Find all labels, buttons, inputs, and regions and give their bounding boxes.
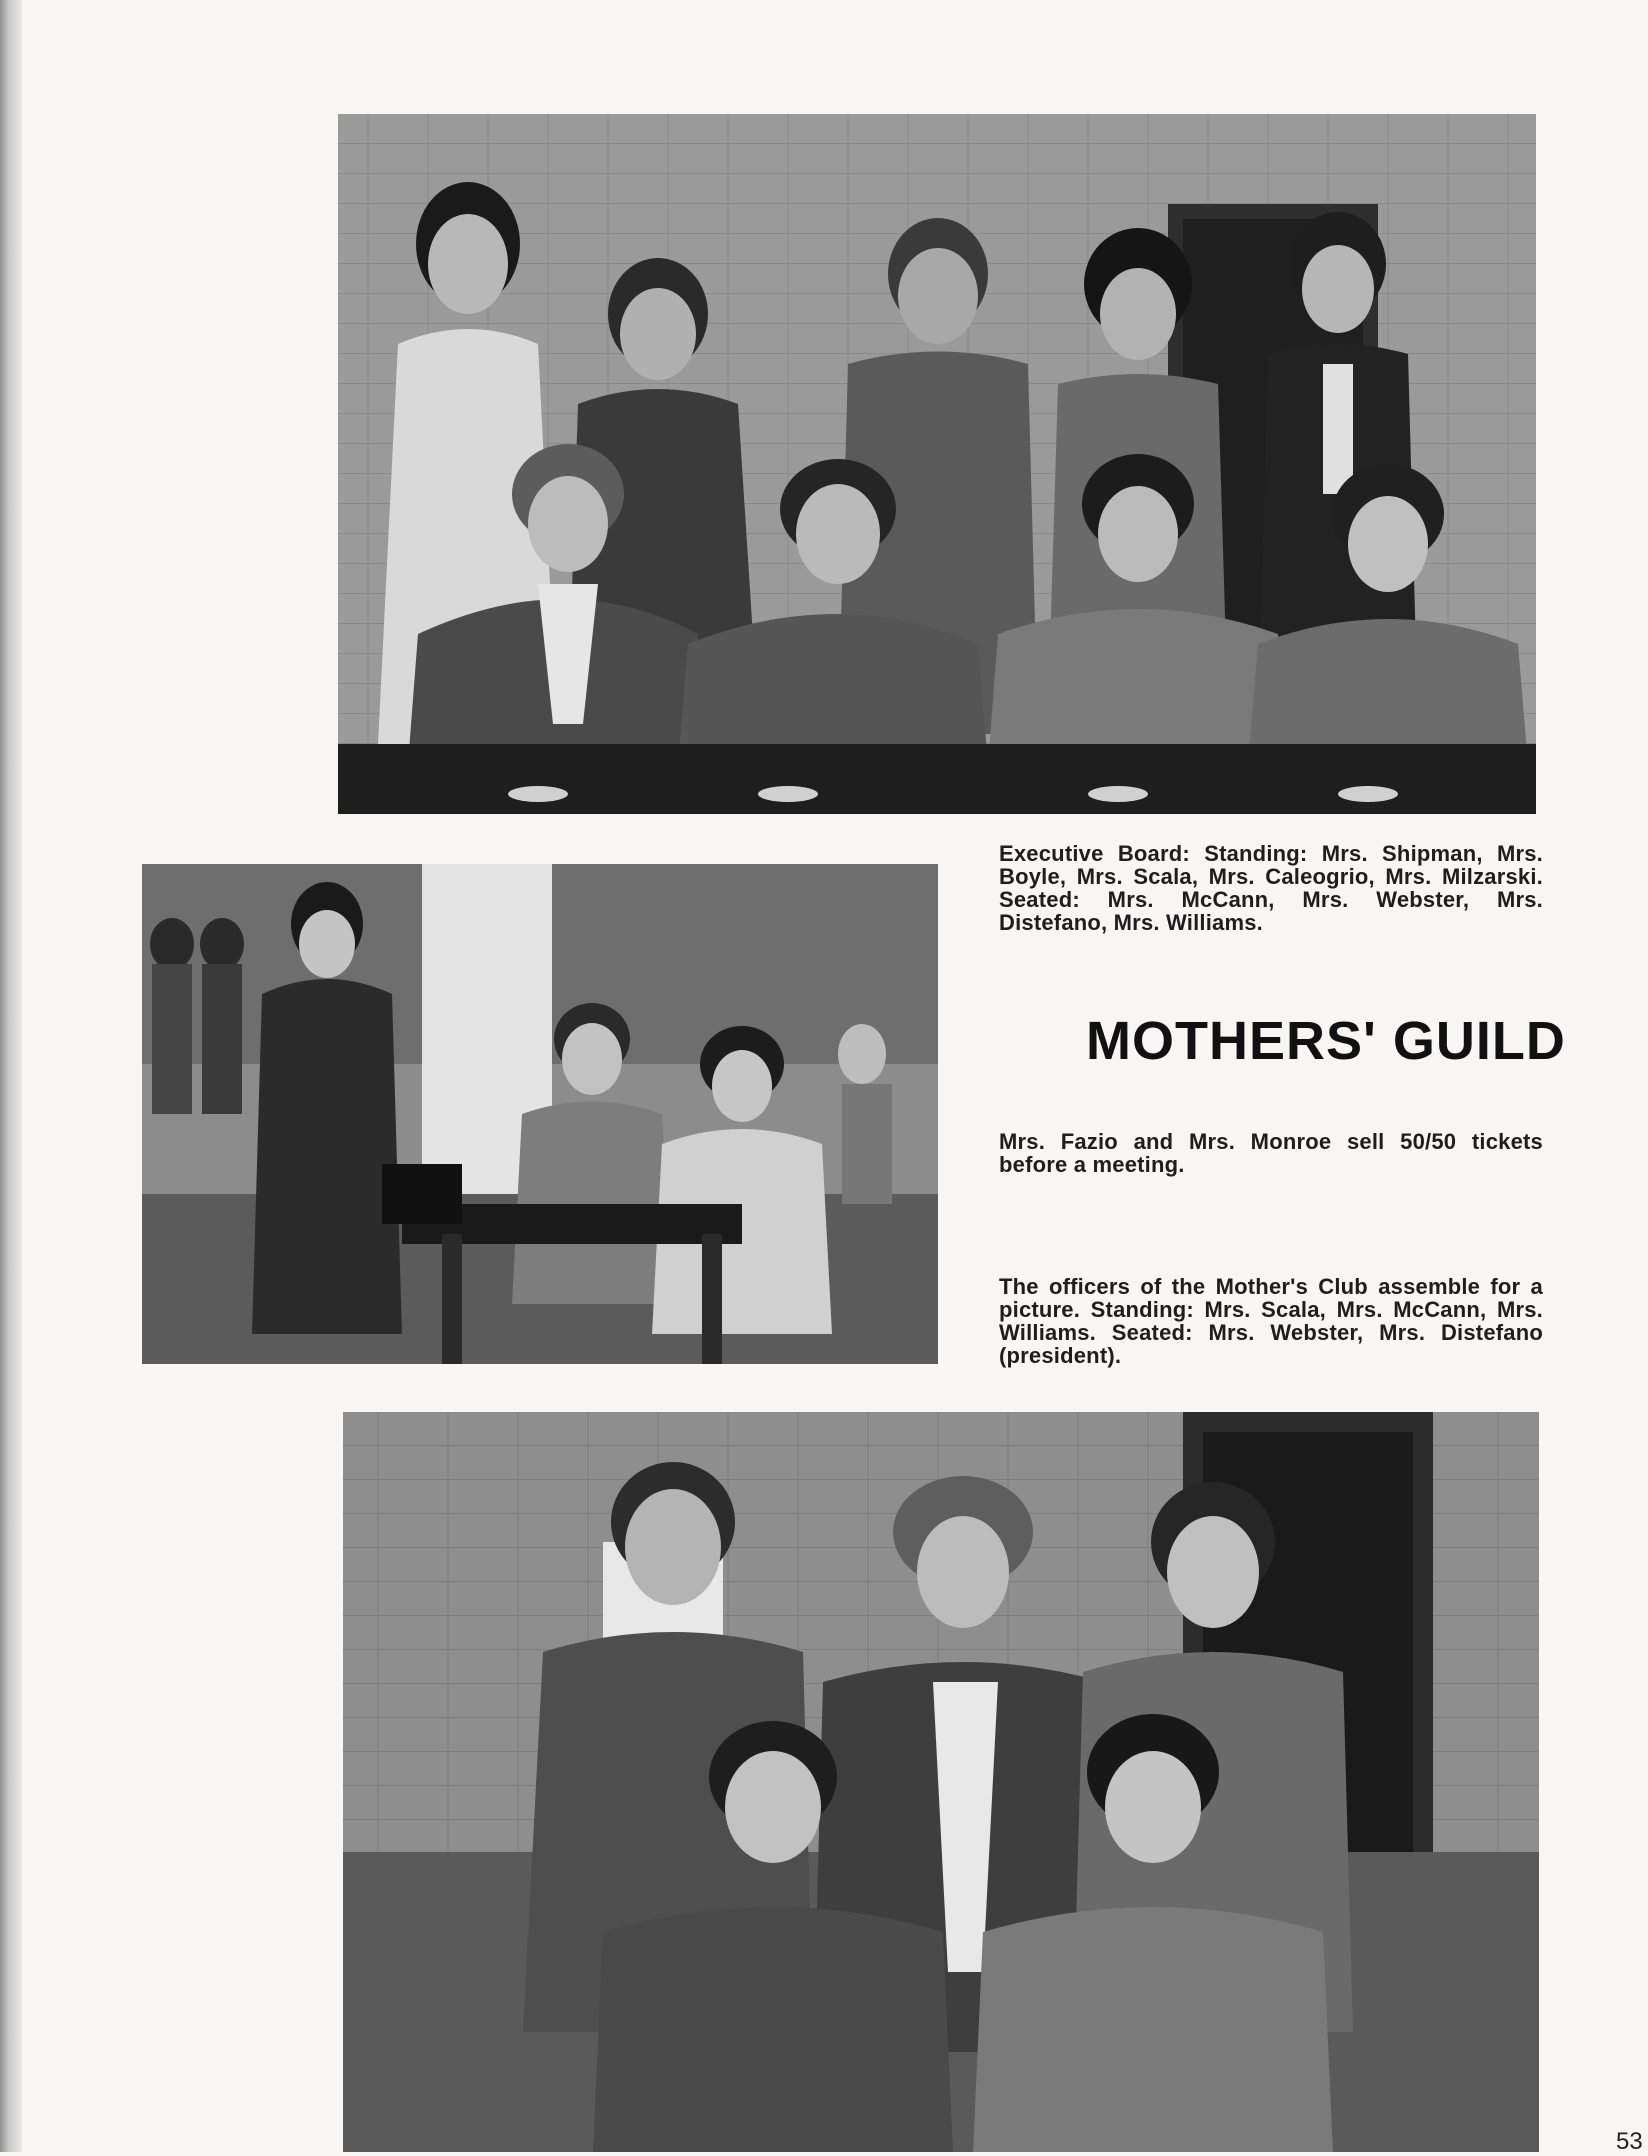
executive-board-caption: Executive Board: Standing: Mrs. Shipman, Mrs. Boyle, Mrs. Scala, Mrs. Caleogrio, Mrs. Milzarski. Seated: Mrs. McCann, Mrs. Webster, Mrs. Distefano, Mrs. Williams. — [999, 841, 1543, 935]
tickets-caption: Mrs. Fazio and Mrs. Monroe sell 50/50 tickets before a meeting. — [999, 1129, 1543, 1177]
officers-caption: The officers of the Mother's Club assemble for a picture. Standing: Mrs. Scala, Mrs. McCann, Mrs. Williams. Seated: Mrs. Webster, Mrs. Distefano (president). — [999, 1274, 1543, 1368]
executive-board-photo — [338, 114, 1536, 814]
page-title: MOTHERS' GUILD — [1086, 1011, 1566, 1071]
page-number: 53 — [1616, 2128, 1643, 2155]
binding-gutter — [0, 0, 22, 2152]
tickets-photo — [142, 864, 938, 1364]
officers-photo — [343, 1412, 1539, 2152]
